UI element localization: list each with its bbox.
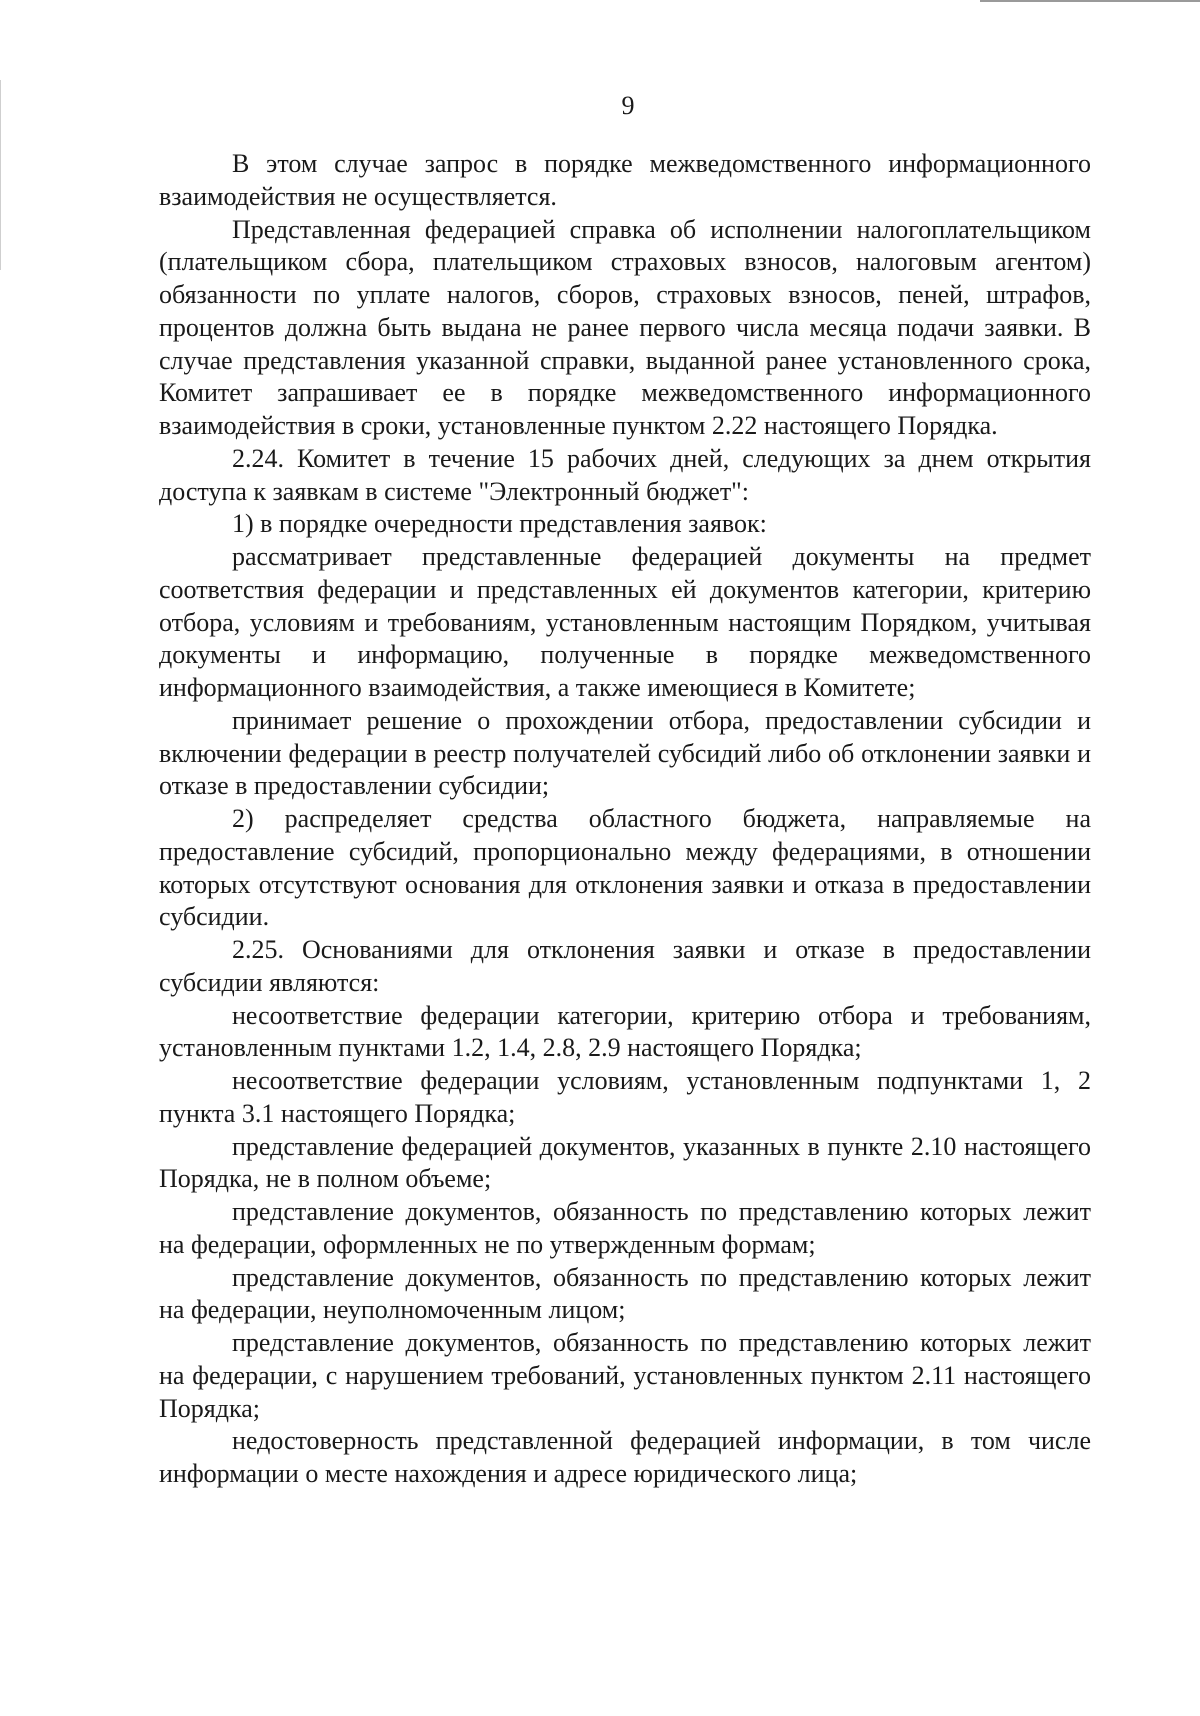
paragraph-ground-incomplete-documents: представление федерацией документов, указанных в пункте 2.10 настоящего Порядка, не в полном объеме;: [159, 1131, 1091, 1194]
paragraph-clause-2-24: 2.24. Комитет в течение 15 рабочих дней, следующих за днем открытия доступа к заявкам в системе "Электронный бюджет":: [159, 443, 1091, 506]
paragraph-tax-certificate: Представленная федерацией справка об исполнении налогоплательщиком (плательщиком сбора, плательщиком страховых взносов, налоговым агентом) обязанности по уплате налогов, сборов, страховых взносов, пеней, штрафов, процентов должна быть выдана не ранее первого числа месяца подачи заявки. В случае представления указанной справки, выданной ранее установленного срока, Комитет запрашивает ее в порядке межведомственного информационного взаимодействия в сроки, установленные пунктом 2.22 настоящего Порядка.: [159, 214, 1091, 440]
document-body: [159, 148, 1091, 1491]
paragraph-ground-wrong-forms: представление документов, обязанность по представлению которых лежит на федерации, оформленных не по утвержденным формам;: [159, 1197, 1091, 1259]
page-number: 9: [621, 91, 635, 120]
paragraph-request-not-performed: В этом случае запрос в порядке межведомственного информационного взаимодействия не осуществляется.: [159, 149, 1091, 211]
paragraph-ground-requirements-violation: представление документов, обязанность по представлению которых лежит на федерации, с нарушением требований, установленных пунктом 2.11 настоящего Порядка;: [159, 1328, 1091, 1423]
paragraph-clause-2-25: 2.25. Основаниями для отклонения заявки и отказе в предоставлении субсидии являются:: [159, 935, 1091, 997]
paragraph-clause-2-24-item-2: 2) распределяет средства областного бюджета, направляемые на предоставление субсидий, пропорционально между федерациями, в отношении которых отсутствуют основания для отклонения заявки и отказа в предоставлении субсидии.: [159, 804, 1091, 932]
paragraph-clause-2-24-item-1: 1) в порядке очередности представления заявок:: [232, 509, 767, 539]
paragraph-reviews-documents: рассматривает представленные федерацией документы на предмет соответствия федерации и представленных ей документов категории, критерию отбора, условиям и требованиям, установленным настоящим Порядком, учитывая документы и информацию, полученные в порядке межведомственного информационного взаимодействия, а также имеющиеся в Комитете;: [159, 542, 1091, 702]
paragraph-ground-false-information: недостоверность представленной федерацией информации, в том числе информации о месте нахождения и адресе юридического лица;: [159, 1426, 1091, 1488]
paragraph-ground-category-mismatch: несоответствие федерации категории, критерию отбора и требованиям, установленным пунктами 1.2, 1.4, 2.8, 2.9 настоящего Порядка;: [159, 1000, 1091, 1063]
paragraph-ground-conditions-mismatch: несоответствие федерации условиям, установленным подпунктами 1, 2 пункта 3.1 настоящего Порядка;: [159, 1066, 1091, 1128]
paragraph-ground-unauthorized-person: представление документов, обязанность по представлению которых лежит на федерации, неуполномоченным лицом;: [159, 1262, 1091, 1325]
scan-edge-top: [980, 0, 1200, 2]
paragraph-makes-decision: принимает решение о прохождении отбора, предоставлении субсидии и включении федерации в реестр получателей субсидий либо об отклонении заявки и отказе в предоставлении субсидии;: [159, 705, 1091, 801]
